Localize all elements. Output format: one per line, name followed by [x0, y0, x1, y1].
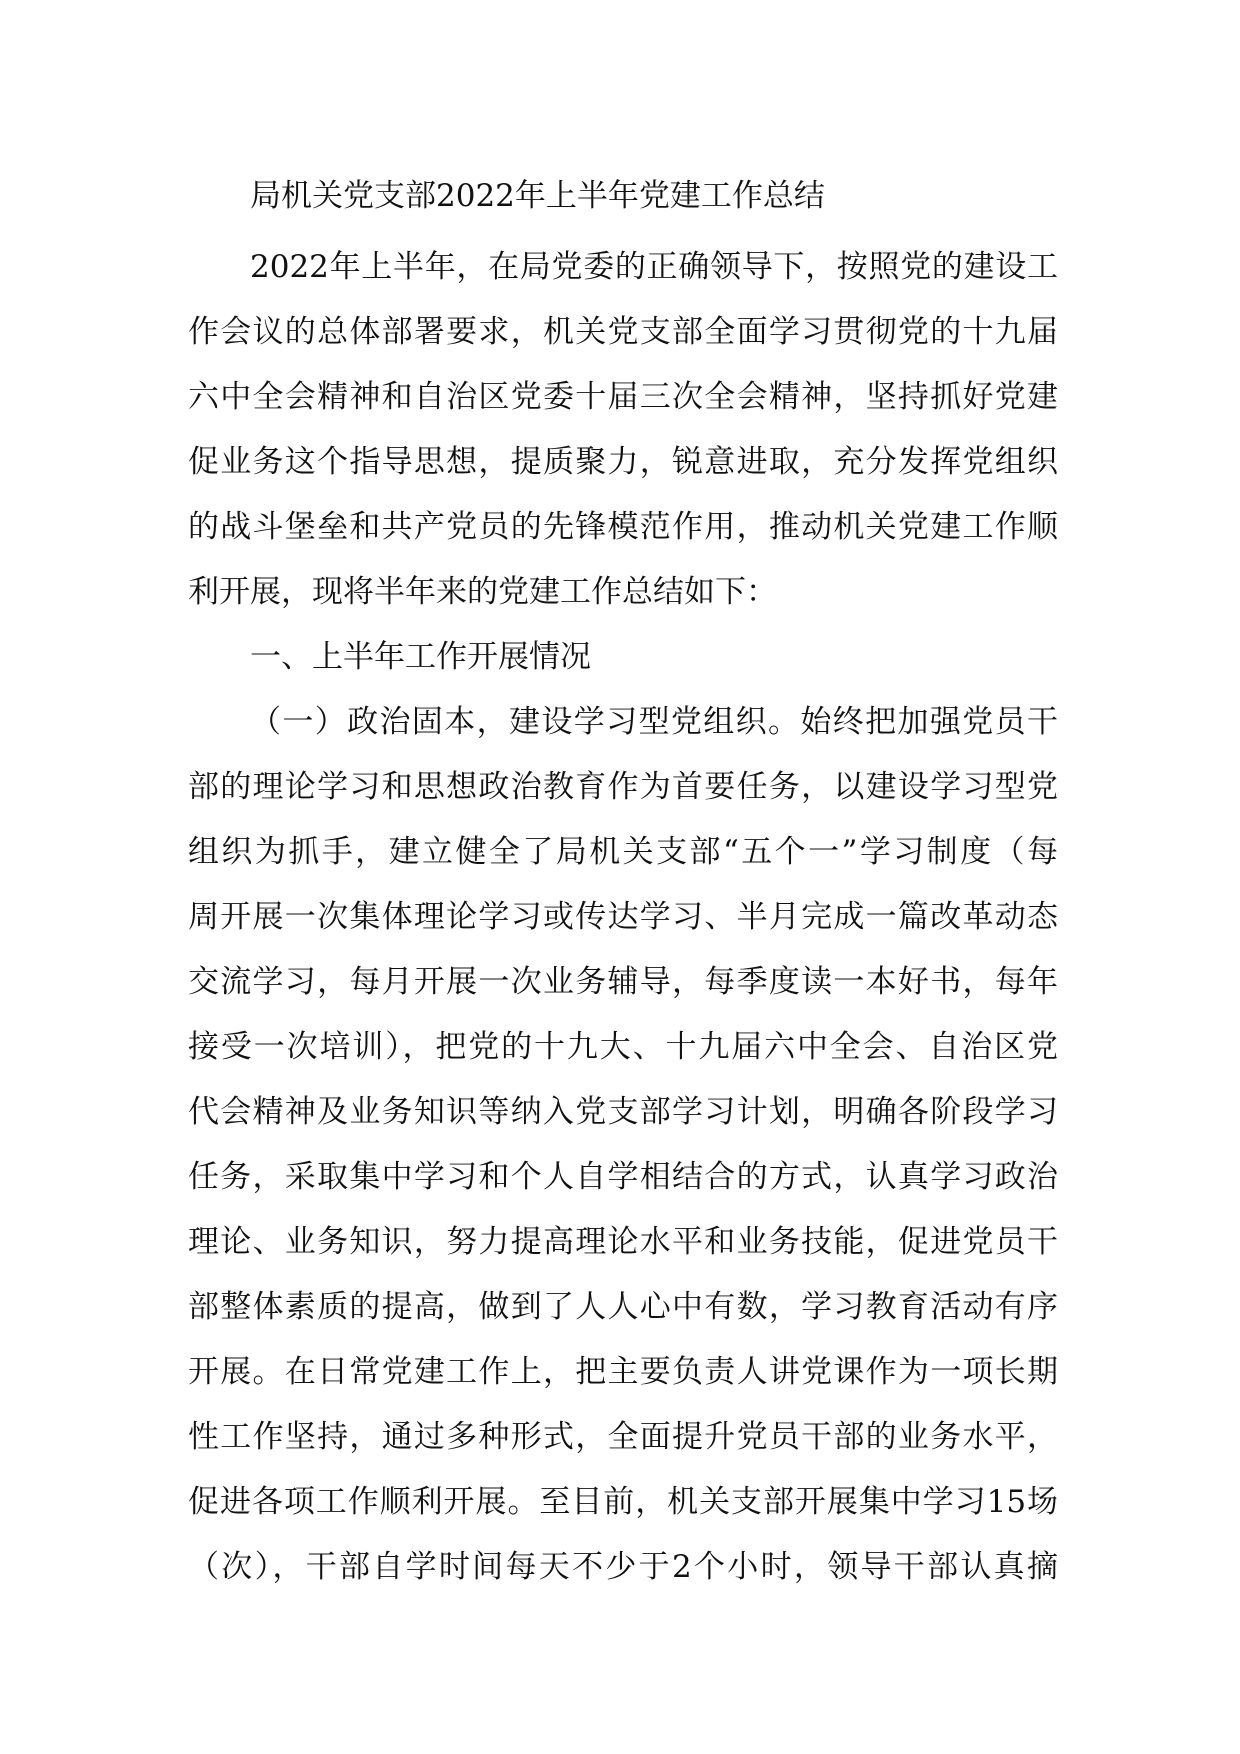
section1-line: 组织为抓手，建立健全了局机关支部“五个一”学习制度（每: [188, 834, 1058, 870]
section1-line: 部整体素质的提高，做到了人人心中有数，学习教育活动有序: [188, 1289, 1058, 1325]
section1-line: 周开展一次集体理论学习或传达学习、半月完成一篇改革动态: [188, 899, 1058, 935]
section1-line: 任务，采取集中学习和个人自学相结合的方式，认真学习政治: [188, 1159, 1058, 1195]
section1-line: 开展。在日常党建工作上，把主要负责人讲党课作为一项长期: [188, 1354, 1058, 1390]
section1-line: 理论、业务知识，努力提高理论水平和业务技能，促进党员干: [188, 1224, 1058, 1260]
document-title: 局机关党支部2022年上半年党建工作总结: [250, 178, 825, 214]
intro-line: 2022年上半年，在局党委的正确领导下，按照党的建设工: [250, 249, 1058, 285]
intro-line: 六中全会精神和自治区党委十届三次全会精神，坚持抓好党建: [188, 379, 1058, 415]
intro-line: 促业务这个指导思想，提质聚力，锐意进取，充分发挥党组织: [188, 444, 1058, 480]
section1-line: 代会精神及业务知识等纳入党支部学习计划，明确各阶段学习: [188, 1094, 1058, 1130]
intro-line: 利开展，现将半年来的党建工作总结如下：: [188, 574, 777, 610]
section-heading: 一、上半年工作开展情况: [250, 639, 591, 675]
document-body: [188, 235, 1058, 1600]
section1-line: （次），干部自学时间每天不少于2个小时，领导干部认真摘: [188, 1549, 1058, 1585]
section1-line: 交流学习，每月开展一次业务辅导，每季度读一本好书，每年: [188, 964, 1058, 1000]
section1-line: 性工作坚持，通过多种形式，全面提升党员干部的业务水平，: [188, 1419, 1058, 1455]
section1-line: 促进各项工作顺利开展。至目前，机关支部开展集中学习15场: [188, 1484, 1058, 1520]
intro-line: 作会议的总体部署要求，机关党支部全面学习贯彻党的十九届: [188, 314, 1058, 350]
intro-line: 的战斗堡垒和共产党员的先锋模范作用，推动机关党建工作顺: [188, 509, 1058, 545]
section1-line: 接受一次培训），把党的十九大、十九届六中全会、自治区党: [188, 1029, 1058, 1065]
section1-line: （一）政治固本，建设学习型党组织。始终把加强党员干: [250, 704, 1058, 740]
section1-line: 部的理论学习和思想政治教育作为首要任务，以建设学习型党: [188, 769, 1058, 805]
